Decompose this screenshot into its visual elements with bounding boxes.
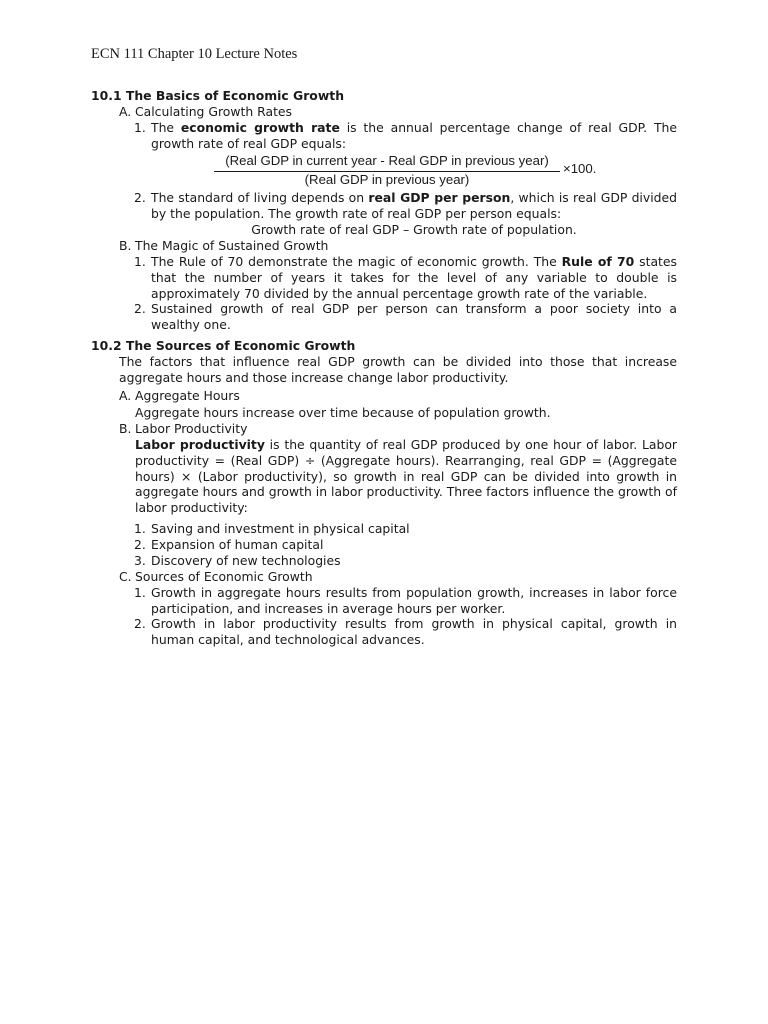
text-run: states that the number of years it takes for the level of any variable to double is approximately 70 divided by the annual percentage growth rate of the variable. bbox=[151, 254, 677, 301]
section-heading-10-1: 10.1 The Basics of Economic Growth bbox=[91, 88, 345, 103]
list-item-real-gdp-per-person bbox=[134, 190, 677, 222]
list-text: Expansion of human capital bbox=[151, 537, 324, 552]
text-run: The Rule of 70 demonstrate the magic of economic growth. The bbox=[151, 254, 562, 269]
subsection-label: A. bbox=[119, 104, 132, 119]
aggregate-hours-text: Aggregate hours increase over time because of population growth. bbox=[135, 405, 551, 420]
list-text bbox=[151, 190, 677, 222]
list-item-aggregate-hours-growth bbox=[134, 585, 677, 617]
list-number: 1. bbox=[134, 521, 146, 536]
subsection-label: B. bbox=[119, 238, 132, 253]
list-number: 2. bbox=[134, 190, 146, 205]
list-number: 2. bbox=[134, 301, 146, 316]
subsection-c-sources-of-growth bbox=[119, 569, 313, 585]
bold-term: real GDP per person bbox=[368, 190, 511, 205]
section-heading-10-2: 10.2 The Sources of Economic Growth bbox=[91, 338, 356, 353]
formula-denominator: (Real GDP in previous year) bbox=[304, 172, 470, 187]
list-text bbox=[151, 120, 677, 152]
subsection-a-calculating-growth-rates bbox=[119, 104, 292, 120]
list-number: 2. bbox=[134, 616, 146, 631]
list-number: 2. bbox=[134, 537, 146, 552]
formula-multiplier: ×100. bbox=[563, 161, 597, 176]
text-run: is the quantity of real GDP produced by one hour of labor. Labor productivity = (Real GDP) ÷ (Aggregate hours). Rearranging, real GDP = (Aggregate hours) × (Labor productivity), so growth in real GDP can be divided into growth in aggregate hours and growth in labor productivity. Three factors influence the growth of labor productivity: bbox=[135, 437, 678, 516]
list-item-sustained-growth bbox=[134, 301, 677, 333]
per-person-growth-formula: Growth rate of real GDP – Growth rate of population. bbox=[251, 222, 577, 237]
list-text: Sustained growth of real GDP per person can transform a poor society into a wealthy one. bbox=[151, 301, 677, 332]
text-run: The bbox=[151, 120, 181, 135]
text-run: , which is real GDP divided by the population. The growth rate of real GDP per person equals: bbox=[151, 190, 678, 221]
list-item-physical-capital bbox=[134, 521, 677, 537]
list-item-new-technologies bbox=[134, 553, 677, 569]
list-text: Growth in aggregate hours results from population growth, increases in labor force participation, and increases in average hours per worker. bbox=[151, 585, 677, 616]
subsection-title: Aggregate Hours bbox=[135, 388, 240, 403]
list-text: Growth in labor productivity results from growth in physical capital, growth in human capital, and technological advances. bbox=[151, 616, 677, 647]
list-item-human-capital bbox=[134, 537, 677, 553]
subsection-label: C. bbox=[119, 569, 132, 584]
formula-numerator: (Real GDP in current year - Real GDP in previous year) bbox=[225, 153, 549, 168]
list-item-productivity-growth bbox=[134, 616, 677, 648]
subsection-b-magic-of-growth bbox=[119, 238, 328, 254]
list-text: Saving and investment in physical capital bbox=[151, 521, 410, 536]
list-number: 1. bbox=[134, 120, 146, 135]
document-title: ECN 111 Chapter 10 Lecture Notes bbox=[91, 46, 298, 62]
growth-rate-formula bbox=[214, 153, 634, 189]
bold-term: Rule of 70 bbox=[561, 254, 635, 269]
list-number: 3. bbox=[134, 553, 146, 568]
subsection-label: A. bbox=[119, 388, 132, 403]
section-intro-paragraph: The factors that influence real GDP growth can be divided into those that increase aggregate hours and those increase change labor productivity. bbox=[119, 354, 677, 385]
list-item-economic-growth-rate bbox=[134, 120, 677, 152]
subsection-title: Sources of Economic Growth bbox=[135, 569, 313, 584]
subsection-title: Calculating Growth Rates bbox=[135, 104, 293, 119]
text-run: is the annual percentage change of real GDP. The growth rate of real GDP equals: bbox=[151, 120, 677, 151]
list-text: Discovery of new technologies bbox=[151, 553, 341, 568]
list-number: 1. bbox=[134, 585, 146, 600]
subsection-b-labor-productivity bbox=[119, 421, 247, 437]
subsection-title: Labor Productivity bbox=[135, 421, 248, 436]
bold-term: economic growth rate bbox=[180, 120, 340, 135]
labor-productivity-paragraph bbox=[135, 437, 677, 516]
bold-term: Labor productivity bbox=[135, 437, 265, 452]
list-text bbox=[151, 254, 677, 301]
subsection-title: The Magic of Sustained Growth bbox=[135, 238, 329, 253]
subsection-a-aggregate-hours bbox=[119, 388, 240, 404]
list-item-rule-of-70 bbox=[134, 254, 677, 301]
list-number: 1. bbox=[134, 254, 146, 269]
text-run: The standard of living depends on bbox=[151, 190, 369, 205]
subsection-label: B. bbox=[119, 421, 132, 436]
